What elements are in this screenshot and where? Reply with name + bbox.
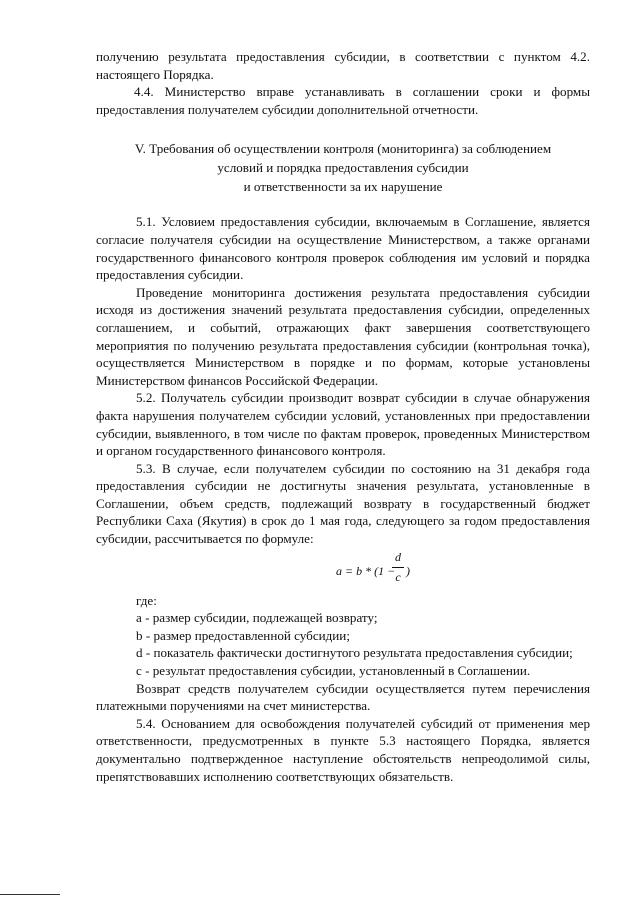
section-heading-line-3: и ответственности за их нарушение xyxy=(243,179,443,195)
paragraph-5-4: 5.4. Основанием для освобождения получателей субсидий от применения мер ответственности, предусмотренных в пункте 5.3 настоящего Порядка, является документально подтвержденное наступление обстоятельств непреодолимой силы, препятствовавших исполнению соответствующих обязательств. xyxy=(96,715,590,784)
section-heading-line-2: условий и порядка предоставления субсидии xyxy=(217,160,469,176)
paragraph-5-2: 5.2. Получатель субсидии производит возврат субсидии в случае обнаружения факта нарушения получателем субсидии условий, установленных при предоставлении субсидии, выявленного, в том числе по фактам проверок, проведенных Министерством и органом государственного финансового контроля. xyxy=(96,390,590,459)
section-heading-line-1: V. Требования об осуществлении контроля (мониторинга) за соблюдением xyxy=(134,141,552,157)
formula-denominator: c xyxy=(395,570,401,585)
paragraph-5-1: 5.1. Условием предоставления субсидии, включаемым в Соглашение, является согласие получателя субсидии на осуществление Министерством, а также органами государственного финансового контроля проверок соблюдения им условий и порядка предоставления субсидии. xyxy=(96,214,590,283)
section-heading xyxy=(96,139,590,196)
formula-numerator: d xyxy=(395,549,401,564)
where-label: где: xyxy=(136,592,157,608)
formula-fraction xyxy=(392,549,404,587)
formula-right: ) xyxy=(406,563,410,578)
formula xyxy=(96,548,590,592)
paragraph-monitoring: Проведение мониторинга достижения результата предоставления субсидии исходя из достижения значений результата предоставления субсидии, определенных соглашением, и событий, отражающих факт завершения соответствующего мероприятия по получению результата предоставления субсидии (контрольная точка), осуществляется Министерством в порядке и по формам, которые установлены Министерством финансов Российской Федерации. xyxy=(96,284,590,388)
fraction-bar xyxy=(392,567,404,568)
definition-b: b - размер предоставленной субсидии; xyxy=(136,627,350,643)
paragraph-4-4: 4.4. Министерство вправе устанавливать в соглашении сроки и формы предоставления получателем субсидии дополнительной отчетности. xyxy=(96,84,590,117)
paragraph-5-3: 5.3. В случае, если получателем субсидии по состоянию на 31 декабря года предоставления субсидии не достигнуты значения результата, установленные в Соглашении, объем средств, подлежащий возврату в государственный бюджет Республики Саха (Якутия) в срок до 1 мая года, следующего за годом предоставления субсидии, рассчитывается по формуле: xyxy=(96,460,590,547)
footer-line xyxy=(0,894,60,895)
definition-a: а - размер субсидии, подлежащей возврату; xyxy=(136,610,378,626)
definition-d: d - показатель фактически достигнутого результата предоставления субсидии; xyxy=(136,645,573,661)
document-body xyxy=(96,48,590,785)
paragraph-refund: Возврат средств получателем субсидии осуществляется путем перечисления платежными поручениями на счет министерства. xyxy=(96,680,590,714)
formula-left: a = b * (1 − xyxy=(336,563,396,578)
paragraph-continuation: получению результата предоставления субсидии, в соответствии с пунктом 4.2. настоящего Порядка. xyxy=(96,49,590,82)
definition-c: с - результат предоставления субсидии, установленный в Соглашении. xyxy=(136,663,531,679)
